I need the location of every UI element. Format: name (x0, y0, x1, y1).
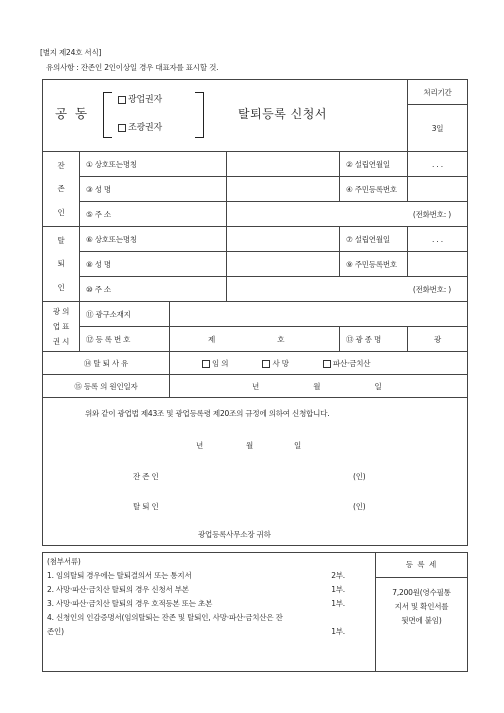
withdrawn-estdate-label: ⑦ 설립연월일 (340, 227, 408, 252)
processing-period-label: 처리기간 (408, 80, 468, 105)
registration-tax-note: 7,200원(영수필통 지서 및 확인서를 뒷면에 붙임) (392, 588, 451, 625)
attachment-item: 4. 신청인의 인감증명서(임의탈퇴는 잔존 및 탈퇴인, 사망·파산·금치산은 잔 (47, 613, 283, 622)
title-cell (43, 80, 408, 152)
remaining-estdate-label: ② 설립연월일 (340, 152, 408, 177)
attachments-list (43, 553, 376, 672)
processing-period-value: 3일 (408, 105, 468, 152)
checkbox-icon[interactable] (202, 360, 210, 368)
mining-location-field[interactable] (170, 302, 468, 327)
registration-tax-title: 등 록 세 (376, 553, 467, 578)
withdrawn-address-field[interactable]: (전화번호: ) (227, 277, 468, 302)
remaining-seal[interactable]: (인) (353, 472, 366, 481)
withdrawn-address-label: ⑩ 주 소 (80, 277, 227, 302)
attachment-item: 3. 사망·파산·금치산 탈퇴의 경우 호적등본 또는 초본 1부. (47, 599, 345, 608)
reason-label: ⑭ 탈 퇴 사 유 (43, 352, 170, 375)
reason-bankruptcy: 파산·금치산 (323, 359, 370, 368)
attachment-item: 존인) 1부. (47, 627, 345, 636)
remaining-person-field[interactable] (227, 177, 340, 202)
attachment-item: 1. 임의탈퇴 경우에는 탈퇴결의서 또는 통지서 2부. (47, 571, 345, 580)
remaining-rrn-label: ④ 주민등록번호 (340, 177, 408, 202)
attachment-item: 2. 사망·파산·금치산 탈퇴의 경우 신청서 부본 1부. (47, 585, 345, 594)
cause-date-field[interactable]: 년 월 일 (170, 375, 468, 398)
mining-group-label: 광 의 업 표 권 시 (43, 302, 80, 352)
declaration-text: 위와 같이 광업법 제43조 및 광업등록령 제20조의 규정에 의하여 신청합니다. (85, 409, 330, 418)
withdrawn-rrn-field[interactable] (408, 252, 468, 277)
form-number: [별지 제24호 서식] (40, 48, 102, 57)
remaining-group-label: 잔 존 인 (43, 152, 80, 227)
remaining-rrn-field[interactable] (408, 177, 468, 202)
remaining-person-label: ③ 성 명 (80, 177, 227, 202)
remaining-name-label: ① 상호또는명칭 (80, 152, 227, 177)
mining-location-label: ⑪ 광구소재지 (80, 302, 170, 327)
withdrawn-seal[interactable]: (인) (353, 502, 366, 511)
checkbox-icon[interactable] (262, 360, 270, 368)
mineral-name-field[interactable]: 광 (408, 327, 468, 352)
withdrawn-name-label: ⑥ 상호또는명칭 (80, 227, 227, 252)
reason-options (170, 352, 468, 375)
withdrawn-rrn-label: ⑨ 주민등록번호 (340, 252, 408, 277)
reason-voluntary: 임 의 (202, 359, 228, 368)
remaining-address-field[interactable]: (전화번호: ) (227, 202, 468, 227)
checkbox-icon[interactable] (118, 124, 126, 132)
remaining-estdate-field[interactable]: . . . (408, 152, 468, 177)
left-bracket (103, 92, 112, 138)
mineral-name-label: ⑬ 광 종 명 (340, 327, 408, 352)
application-form (42, 79, 468, 546)
registration-tax-box (376, 553, 468, 672)
decl-month: 월 (246, 441, 254, 450)
notice-text: 유의사항 : 잔존인 2인이상일 경우 대표자를 표시할 것. (46, 63, 219, 72)
decl-day: 일 (294, 441, 302, 450)
remaining-signer-label: 잔 존 인 (133, 472, 159, 481)
withdrawn-person-field[interactable] (227, 252, 340, 277)
registration-number-label: ⑫ 등 록 번 호 (80, 327, 170, 352)
right-bracket (195, 92, 204, 138)
decl-year: 년 (196, 441, 204, 450)
withdrawn-estdate-field[interactable]: . . . (408, 227, 468, 252)
checkbox-icon[interactable] (118, 96, 126, 104)
withdrawn-group-label: 탈 퇴 인 (43, 227, 80, 302)
withdrawn-person-label: ⑧ 성 명 (80, 252, 227, 277)
checkbox-icon[interactable] (323, 360, 331, 368)
form-title: 탈퇴등록 신청서 (238, 107, 327, 121)
remaining-address-label: ⑤ 주 소 (80, 202, 227, 227)
option-mining-right: 광업권자 (118, 92, 162, 105)
reason-death: 사 망 (262, 359, 288, 368)
withdrawn-signer-label: 탈 퇴 인 (133, 502, 159, 511)
remaining-name-field[interactable] (227, 152, 340, 177)
declaration-section (43, 398, 468, 546)
withdrawn-name-field[interactable] (227, 227, 340, 252)
addressee: 광업등록사무소장 귀하 (198, 530, 271, 539)
option-lease-right: 조광권자 (118, 120, 162, 133)
title-prefix: 공 동 (55, 106, 90, 121)
registration-number-field[interactable]: 제 호 (170, 327, 340, 352)
attachments-table (42, 552, 468, 672)
cause-date-label: ⑮ 등록 의 원인일자 (43, 375, 170, 398)
attachments-title: (첨부서류) (47, 557, 81, 566)
